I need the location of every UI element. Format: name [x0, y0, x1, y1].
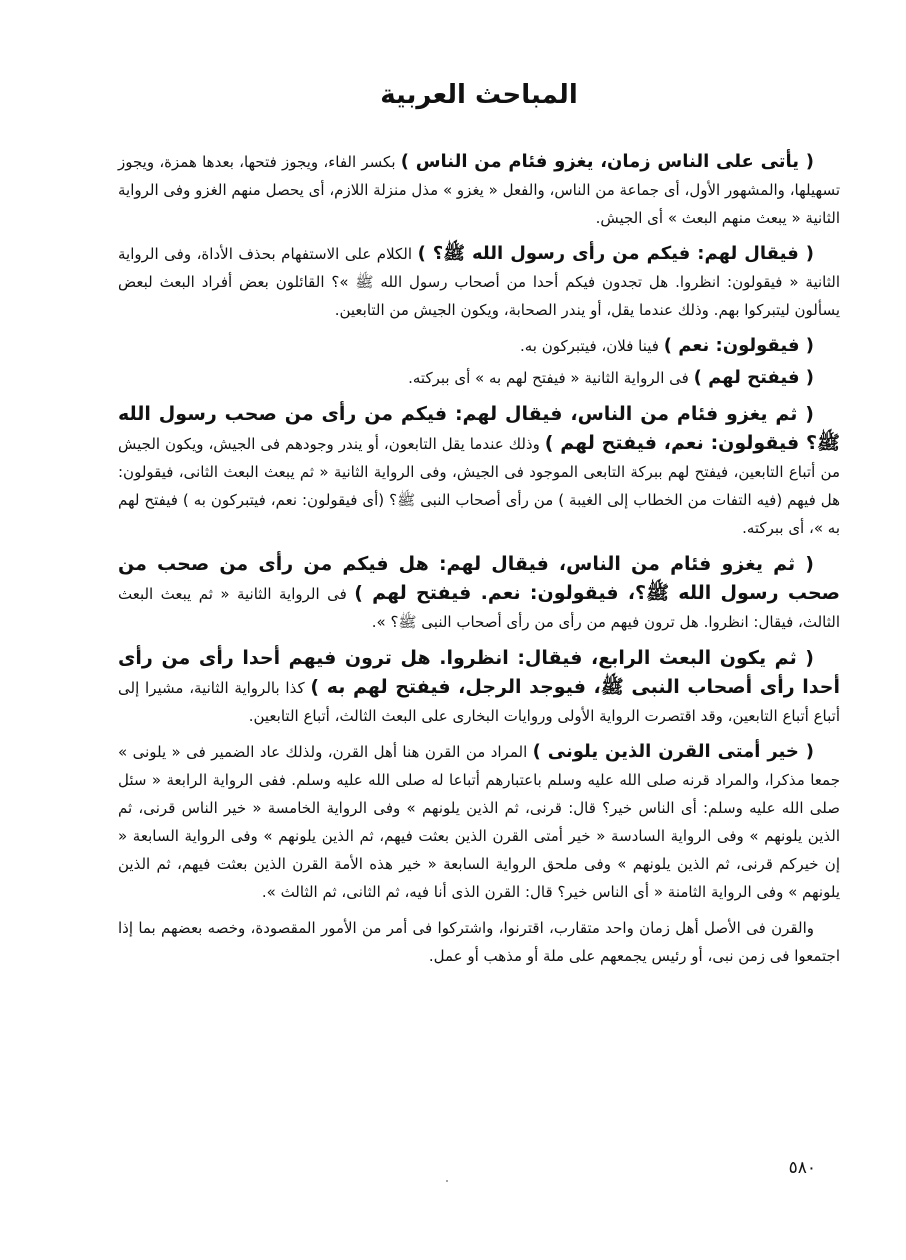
paragraph-4 — [118, 364, 840, 392]
lemma-3: ( فيقولون: نعم ) — [663, 335, 814, 356]
paragraph-3 — [118, 332, 840, 360]
lemma-7: ( ثم يكون البعث الرابع، فيقال: انظروا. هل ترون فيهم أحدا رأى من رأى أحدا رأى أصحاب النبى ﷺ، فيوجد الرجل، فيفتح لهم به ) — [118, 647, 840, 698]
lemma-8: ( خير أمتى القرن الذين يلونى ) — [532, 741, 814, 762]
paragraph-9 — [118, 914, 840, 970]
commentary-8: المراد من القرن هنا أهل القرن، ولذلك عاد الضمير فى « يلونى » جمعا مذكرا، والمراد قرنه صلى الله عليه وسلم باعتبارهم أتباعا له صلى الله عليه وسلم. ففى الرواية الرابعة « سئل صلى الله عليه وسلم: أى الناس خير؟ قال: قرنى، ثم الذين يلونهم » وفى الرواية الخامسة « خير الناس قرنى، ثم الذين يلونهم » وفى الرواية السادسة « خير أمتى القرن الذين بعثت فيهم، ثم الذين يلونهم » وفى الرواية السابعة « إن خيركم قرنى، ثم الذين يلونهم » وفى ملحق الرواية السابعة « خير هذه الأمة القرن الذين بعثت فيهم، ثم الذين يلونهم » وفى الرواية الثامنة « أى الناس خير؟ قال: القرن الذى أنا فيه، ثم الثانى، ثم الثالث ». — [118, 743, 840, 901]
lemma-5: ( ثم يغزو فئام من الناس، فيقال لهم: فيكم من رأى من صحب رسول الله ﷺ؟ فيقولون: نعم، فيفتح لهم ) — [118, 403, 840, 454]
paragraph-2 — [118, 240, 840, 324]
print-speck — [446, 1180, 448, 1182]
document-page — [118, 0, 840, 1260]
paragraph-8 — [118, 738, 840, 906]
lemma-2: ( فيقال لهم: فيكم من رأى رسول الله ﷺ؟ ) — [417, 243, 814, 264]
page-number: ٥٨٠ — [788, 1158, 816, 1178]
commentary-9: والقرن فى الأصل أهل زمان واحد متقارب، اقترنوا، واشتركوا فى أمر من الأمور المقصودة، وخصه بعضهم بما إذا اجتمعوا فى زمن نبى، أو رئيس يجمعهم على ملة أو مذهب أو عمل. — [118, 919, 840, 965]
paragraph-5 — [118, 400, 840, 542]
commentary-7: كذا بالرواية الثانية، مشيرا إلى أتباع أتباع التابعين، وقد اقتصرت الرواية الأولى وروايات البخارى على البعث الثالث، أتباع التابعين. — [118, 679, 840, 725]
page-title: المباحث العربية — [380, 80, 578, 110]
commentary-3: فينا فلان، فيتبركون به. — [519, 337, 664, 355]
commentary-1: بكسر الفاء، ويجوز فتحها، بعدها همزة، ويجوز تسهيلها، والمشهور الأول، أى جماعة من الناس، والفعل « يغزو » مذل منزلة اللازم، أى يحصل منهم الغزو وفى الرواية الثانية « يبعث منهم البعث » أى الجيش. — [118, 153, 840, 227]
commentary-5: وذلك عندما يقل التابعون، أو يندر وجودهم فى الجيش، ويكون الجيش من أتباع التابعين، فيفتح لهم ببركة التابعى الموجود فى الجيش، وفى الرواية الثانية « ثم يبعث البعث الثانى، فيقولون: هل فيهم (فيه التفات من الخطاب إلى الغيبة ) من رأى أصحاب النبى ﷺ؟ (أى فيقولون: نعم، فيتبركون به ) فيفتح لهم به »، أى ببركته. — [118, 435, 840, 537]
commentary-2: الكلام على الاستفهام بحذف الأداة، وفى الرواية الثانية « فيقولون: انظروا. هل تجدون فيكم أحدا من أصحاب رسول الله ﷺ »؟ القائلون بعض أفراد البعث لبعض يسألون ليتبركوا بهم. وذلك عندما يقل، أو يندر الصحابة، ويكون الجيش من التابعين. — [118, 245, 840, 319]
lemma-4: ( فيفتح لهم ) — [693, 367, 814, 388]
paragraph-6 — [118, 550, 840, 636]
paragraph-7 — [118, 644, 840, 730]
commentary-6: فى الرواية الثانية « ثم يبعث البعث الثالث، فيقال: انظروا. هل ترون فيهم من رأى من رأى أصحاب النبى ﷺ؟ ». — [118, 585, 840, 631]
lemma-1: ( يأتى على الناس زمان، يغزو فئام من الناس ) — [400, 151, 815, 172]
commentary-4: فى الرواية الثانية « فيفتح لهم به » أى ببركته. — [408, 369, 694, 387]
body-text — [118, 148, 840, 978]
paragraph-1 — [118, 148, 840, 232]
lemma-6: ( ثم يغزو فئام من الناس، فيقال لهم: هل فيكم من رأى من صحب من صحب رسول الله ﷺ؟، فيقولون: نعم. فيفتح لهم ) — [118, 553, 840, 604]
